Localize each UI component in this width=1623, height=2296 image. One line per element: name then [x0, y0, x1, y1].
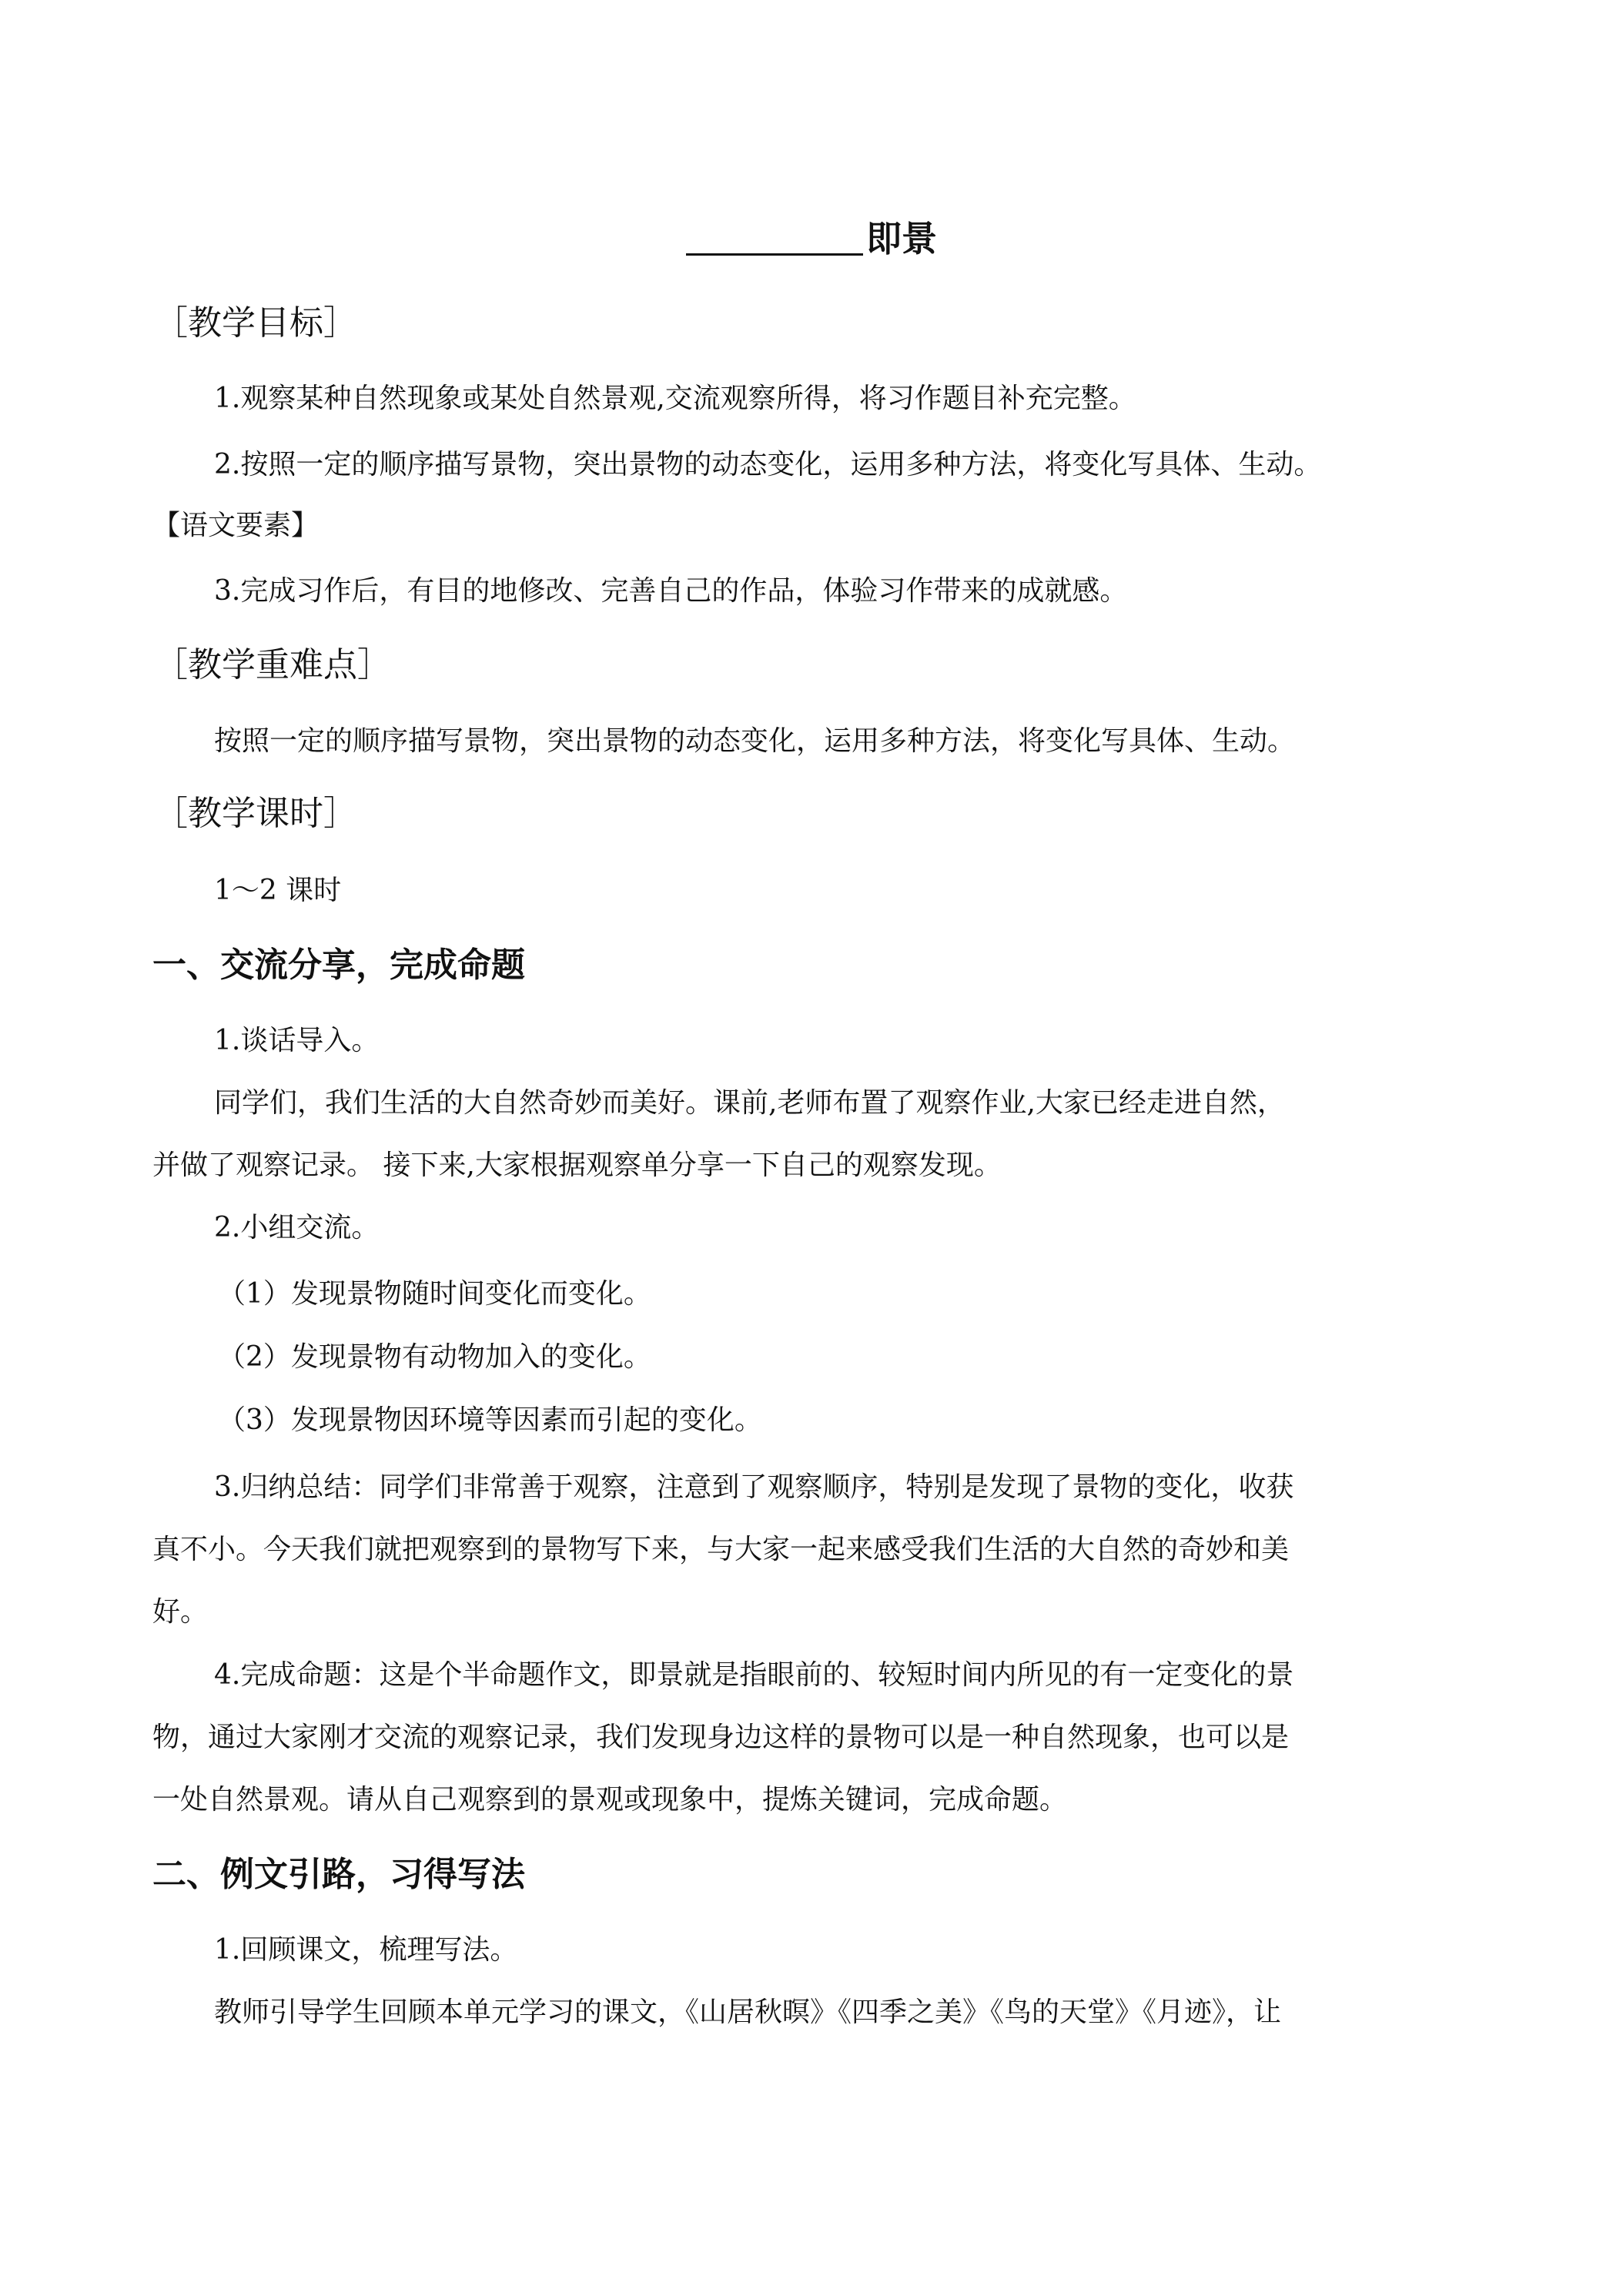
section-1-step-3-line-1: 3.归纳总结：同学们非常善于观察，注意到了观察顺序，特别是发现了景物的变化，收获	[214, 1471, 1294, 1503]
section-2-step-1: 1.回顾课文，梳理写法。	[214, 1934, 518, 1966]
section-1-step-2: 2.小组交流。	[214, 1212, 380, 1243]
goal-item-2-tag: 【语文要素】	[152, 510, 320, 541]
section-1-step-3-line-3: 好。	[152, 1596, 209, 1628]
goal-item-3: 3.完成习作后，有目的地修改、完善自己的作品，体验习作带来的成就感。	[214, 575, 1128, 607]
section-1-heading: 一、交流分享，完成命题	[152, 946, 525, 985]
section-1-sub-item-1: （1）发现景物随时间变化而变化。	[218, 1278, 651, 1310]
heading-key-points: ［教学重难点］	[154, 645, 391, 684]
heading-class-hours: ［教学课时］	[154, 794, 357, 833]
document-title	[0, 218, 1623, 259]
key-points-text: 按照一定的顺序描写景物，突出景物的动态变化，运用多种方法，将变化写具体、生动。	[214, 725, 1296, 757]
section-1-para-1-line-2: 并做了观察记录。 接下来,大家根据观察单分享一下自己的观察发现。	[152, 1150, 1002, 1181]
section-1-step-3-line-2: 真不小。今天我们就把观察到的景物写下来，与大家一起来感受我们生活的大自然的奇妙和美	[152, 1534, 1290, 1565]
heading-teaching-goals: ［教学目标］	[154, 303, 357, 343]
class-hours-text: 1～2 课时	[214, 875, 342, 906]
section-2-heading: 二、例文引路，习得写法	[152, 1855, 525, 1894]
title-suffix: 即景	[866, 218, 937, 259]
section-1-sub-item-3: （3）发现景物因环境等因素而引起的变化。	[218, 1404, 762, 1436]
goal-item-1: 1.观察某种自然现象或某处自然景观,交流观察所得，将习作题目补充完整。	[214, 383, 1136, 414]
section-1-step-4-line-1: 4.完成命题：这是个半命题作文，即景就是指眼前的、较短时间内所见的有一定变化的景	[214, 1659, 1294, 1691]
section-1-step-4-line-2: 物，通过大家刚才交流的观察记录，我们发现身边这样的景物可以是一种自然现象，也可以是	[152, 1722, 1290, 1753]
section-1-para-1-line-1: 同学们，我们生活的大自然奇妙而美好。课前,老师布置了观察作业,大家已经走进自然，	[214, 1087, 1285, 1119]
section-1-step-4-line-3: 一处自然景观。请从自己观察到的景观或现象中，提炼关键词，完成命题。	[152, 1784, 1068, 1816]
section-1-sub-item-2: （2）发现景物有动物加入的变化。	[218, 1341, 651, 1373]
section-2-para-1-line-1: 教师引导学生回顾本单元学习的课文，《山居秋暝》《四季之美》《鸟的天堂》《月迹》，让	[214, 1996, 1282, 2028]
section-1-step-1: 1.谈话导入。	[214, 1025, 380, 1056]
goal-item-2: 2.按照一定的顺序描写景物，突出景物的动态变化，运用多种方法，将变化写具体、生动。	[214, 449, 1322, 480]
title-blank-line	[686, 223, 863, 256]
